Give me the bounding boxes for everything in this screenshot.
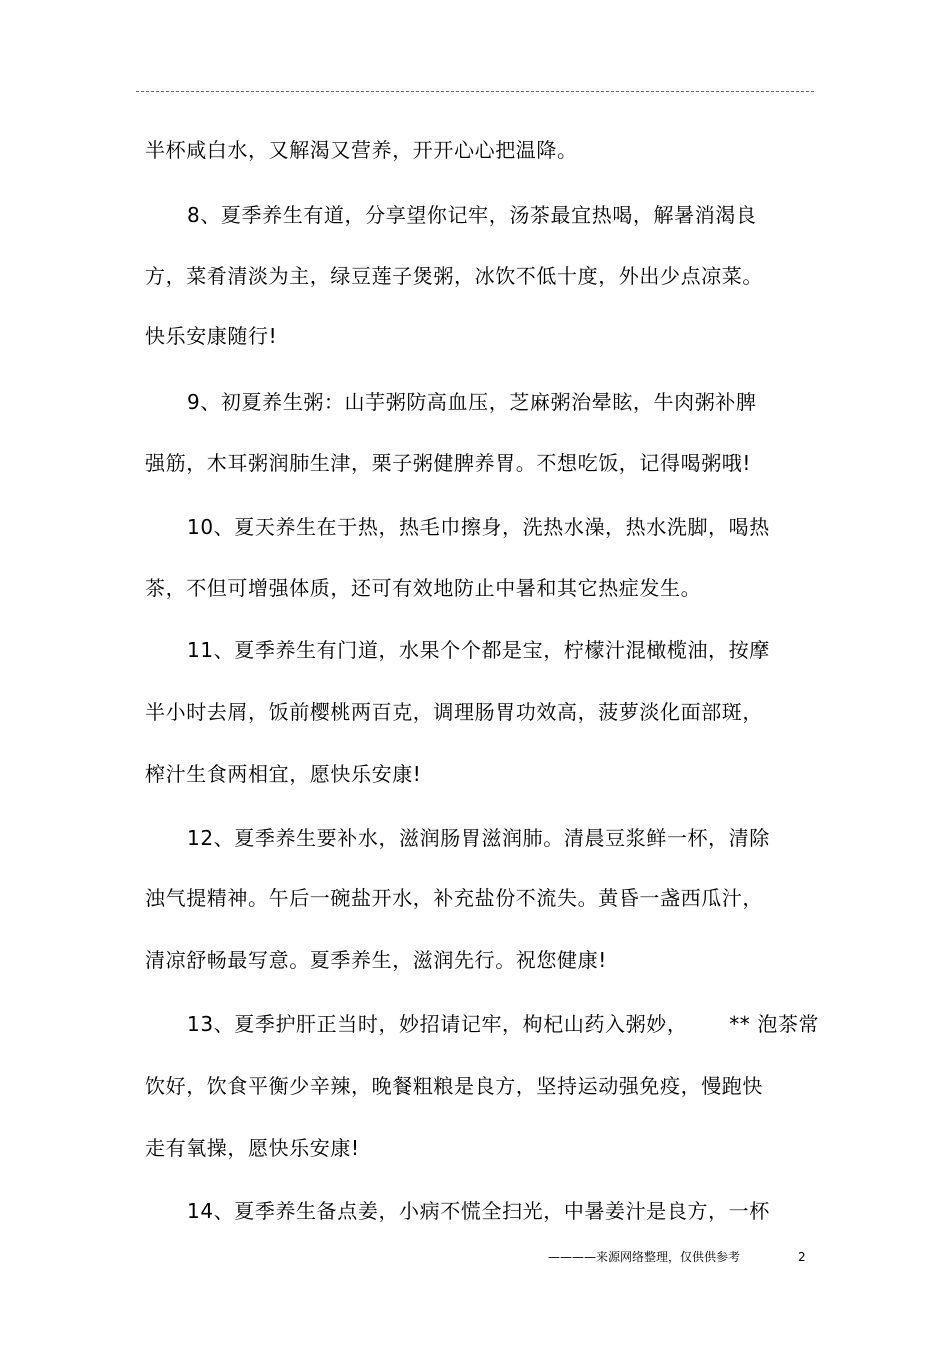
header-divider <box>136 91 814 92</box>
paragraph-8-start: 8、夏季养生有道，分享望你记牢，汤茶最宜热喝，解暑消渴良 <box>187 203 757 227</box>
page-number: 2 <box>798 1250 806 1264</box>
paragraph-9-start: 9、初夏养生粥：山芋粥防高血压，芝麻粥治晕眩，牛肉粥补脾 <box>187 390 757 414</box>
paragraph-10-start: 10、夏天养生在于热，热毛巾擦身，洗热水澡，热水洗脚，喝热 <box>187 515 770 539</box>
paragraph-13-start: 13、夏季护肝正当时，妙招请记牢，枸杞山药入粥妙， ** 泡茶常 <box>187 1012 820 1036</box>
text-line: 半杯咸白水，又解渴又营养，开开心心把温降。 <box>145 138 578 162</box>
text-line: 榨汁生食两相宜，愿快乐安康! <box>145 762 422 786</box>
text-line: 茶，不但可增强体质，还可有效地防止中暑和其它热症发生。 <box>145 576 702 600</box>
text-line: 走有氧操，愿快乐安康! <box>145 1136 360 1160</box>
paragraph-11-start: 11、夏季养生有门道，水果个个都是宝，柠檬汁混橄榄油，按摩 <box>187 638 770 662</box>
text-line: 浊气提精神。午后一碗盐开水，补充盐份不流失。黄昏一盏西瓜汁， <box>145 886 763 910</box>
text-line: 饮好，饮食平衡少辛辣，晚餐粗粮是良方，坚持运动强免疫，慢跑快 <box>145 1074 763 1098</box>
text-line: 强筋，木耳粥润肺生津，栗子粥健脾养胃。不想吃饭，记得喝粥哦! <box>145 451 752 475</box>
text-line: 半小时去屑，饭前樱桃两百克，调理肠胃功效高，菠萝淡化面部斑， <box>145 700 763 724</box>
paragraph-14-start: 14、夏季养生备点姜，小病不慌全扫光，中暑姜汁是良方，一杯 <box>187 1199 770 1223</box>
paragraph-12-start: 12、夏季养生要补水，滋润肠胃滋润肺。清晨豆浆鲜一杯，清除 <box>187 826 770 850</box>
footer-source-note: ————来源网络整理，仅供供参考 <box>548 1250 741 1264</box>
text-line: 方，菜肴清淡为主，绿豆莲子煲粥，冰饮不低十度，外出少点凉菜。 <box>145 264 763 288</box>
text-line: 清凉舒畅最写意。夏季养生，滋润先行。祝您健康! <box>145 948 607 972</box>
text-line: 快乐安康随行! <box>145 324 278 348</box>
